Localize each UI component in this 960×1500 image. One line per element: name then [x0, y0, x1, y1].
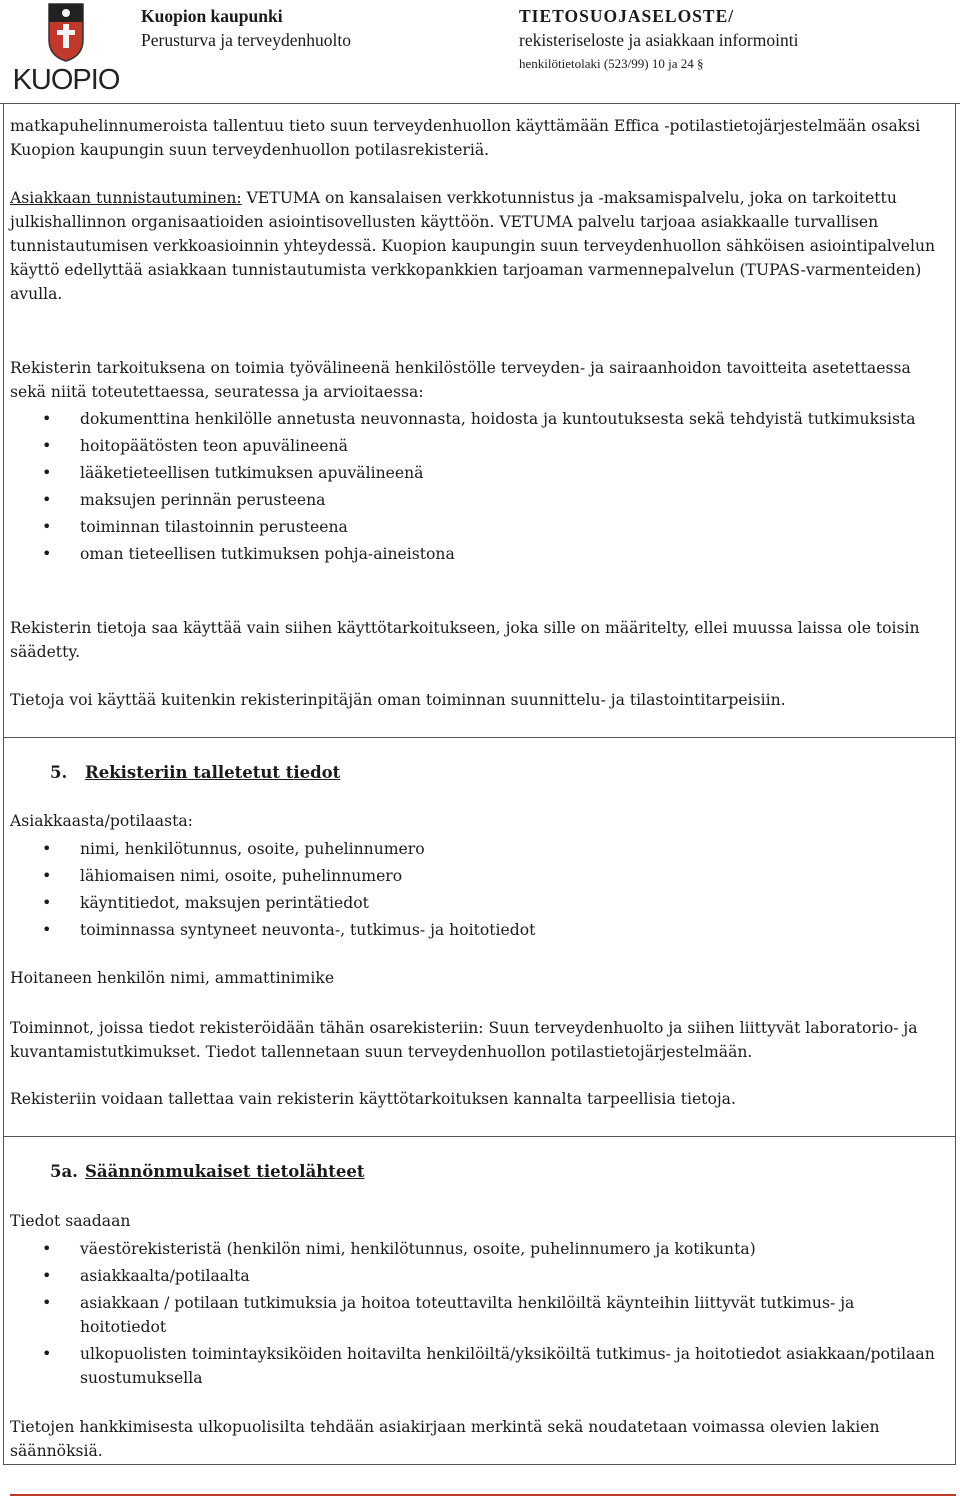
- authentication-paragraph: [10, 186, 945, 306]
- usage-paragraph: Rekisterin tietoja saa käyttää vain siihen käyttötarkoitukseen, joka sille on määritelty, ellei muussa laissa ole toisin säädetty.: [10, 619, 920, 661]
- list-item: • asiakkaalta/potilaalta: [10, 1264, 945, 1288]
- footer-divider: [10, 1494, 956, 1496]
- list-item: • maksujen perinnän perusteena: [10, 488, 945, 512]
- section-5a-number: 5a.: [50, 1162, 78, 1181]
- kuopio-logo: [12, 2, 120, 98]
- list-item: • ulkopuolisten toimintayksiköiden hoitavilta henkilöiltä/yksiköiltä tutkimus- ja hoitotiedot asiakkaan/potilaan suostumuksella: [10, 1342, 945, 1390]
- patient-data-list: [10, 837, 945, 945]
- external-sources-paragraph: Tietojen hankkimisesta ulkopuolisilta tehdään asiakirjaan merkintä sekä noudatetaan voimassa olevien lakien säännöksiä.: [10, 1418, 880, 1460]
- list-item: • dokumenttina henkilölle annetusta neuvonnasta, hoidosta ja kuntoutuksesta sekä tehdyistä tutkimuksista: [10, 407, 945, 431]
- list-item: • lähiomaisen nimi, osoite, puhelinnumero: [10, 864, 945, 888]
- document-title: TIETOSUOJASELOSTE/: [519, 6, 735, 26]
- list-item: • toiminnan tilastoinnin perusteena: [10, 515, 945, 539]
- subregister-paragraph: Toiminnot, joissa tiedot rekisteröidään tähän osarekisteriin: Suun terveydenhuolto ja siihen liittyvät laboratorio- ja kuvantamistutkimukset. Tiedot tallennetaan suun terveydenhuollon potilastietojärjestelmään.: [10, 1019, 918, 1061]
- patient-data-label: Asiakkaasta/potilaasta:: [10, 812, 193, 830]
- law-reference: henkilötietolaki (523/99) 10 ja 24 §: [519, 56, 704, 71]
- necessary-data-paragraph: Rekisteriin voidaan tallettaa vain rekisterin käyttötarkoituksen kannalta tarpeellisia tietoja.: [10, 1090, 736, 1108]
- authentication-label: Asiakkaan tunnistautuminen:: [10, 189, 242, 207]
- caregiver-paragraph: Hoitaneen henkilön nimi, ammattinimike: [10, 969, 335, 987]
- coat-of-arms-icon: [47, 2, 85, 62]
- org-unit: Perusturva ja terveydenhuolto: [141, 30, 351, 50]
- authentication-text: VETUMA on kansalaisen verkkotunnistus ja -maksamispalvelu, joka on tarkoitettu julkishallinnon organisaatioiden asiointisovellusten käyttöön. VETUMA palvelu tarjoaa asiakkaalle turvallisen tunnistautumisen verkkoasioinnin yhteydessä. Kuopion kaupungin suun terveydenhuollon sähköisen asiointipalvelun käyttö edellyttää asiakkaan tunnistautumista verkkopankkien tarjoaman varmennepalvelun (TUPAS-varmenteiden) avulla.: [10, 189, 936, 303]
- document-subtitle: rekisteriseloste ja asiakkaan informointi: [519, 30, 799, 50]
- document-title-block: [519, 4, 798, 76]
- section-5-title: Rekisteriin talletetut tiedot: [85, 763, 341, 782]
- section-5-number: 5.: [50, 763, 68, 782]
- list-item: • oman tieteellisen tutkimuksen pohja-aineistona: [10, 542, 945, 566]
- sources-list: [10, 1237, 945, 1393]
- organisation-block: [141, 4, 351, 52]
- section-5a-title: Säännönmukaiset tietolähteet: [85, 1162, 365, 1181]
- list-item: • toiminnassa syntyneet neuvonta-, tutkimus- ja hoitotiedot: [10, 918, 945, 942]
- list-item: • hoitopäätösten teon apuvälineenä: [10, 434, 945, 458]
- planning-paragraph: Tietoja voi käyttää kuitenkin rekisterinpitäjän oman toiminnan suunnittelu- ja tilastointitarpeisiin.: [10, 691, 786, 709]
- list-item: • väestörekisteristä (henkilön nimi, henkilötunnus, osoite, puhelinnumero ja kotikunta): [10, 1237, 945, 1261]
- list-item: • lääketieteellisen tutkimuksen apuvälineenä: [10, 461, 945, 485]
- sources-label: Tiedot saadaan: [10, 1212, 131, 1230]
- org-name: Kuopion kaupunki: [141, 6, 283, 26]
- purpose-list: [10, 407, 945, 569]
- purpose-intro: Rekisterin tarkoituksena on toimia työvälineenä henkilöstölle terveyden- ja sairaanhoidon tavoitteita asetettaessa sekä niitä toteutettaessa, seuratessa ja arvioitaessa:: [10, 359, 911, 401]
- logo-wordmark: KUOPIO: [12, 64, 120, 96]
- mobile-numbers-paragraph: matkapuhelinnumeroista tallentuu tieto suun terveydenhuollon käyttämään Effica -potilastietojärjestelmään osaksi Kuopion kaupungin suun terveydenhuollon potilasrekisteriä.: [10, 117, 921, 159]
- list-item: • asiakkaan / potilaan tutkimuksia ja hoitoa toteuttavilta henkilöiltä käynteihin liittyvät tutkimus- ja hoitotiedot: [10, 1291, 945, 1339]
- list-item: • nimi, henkilötunnus, osoite, puhelinnumero: [10, 837, 945, 861]
- document-header: [0, 0, 960, 108]
- list-item: • käyntitiedot, maksujen perintätiedot: [10, 891, 945, 915]
